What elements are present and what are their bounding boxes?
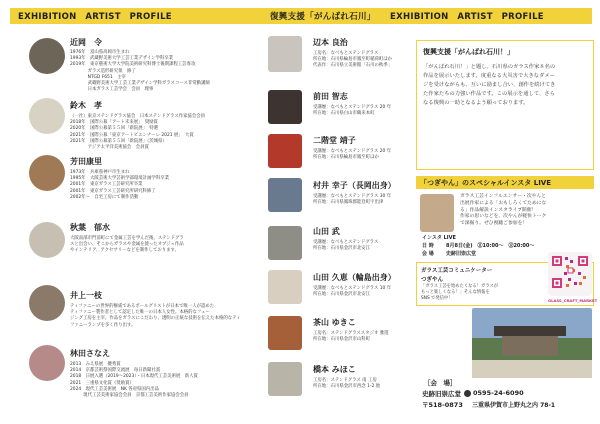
artist-bio: 工房名：なべもとステンドグラス 所在地：石川県輪島市鳳至町稲荷町ほか 代表作：石川県立美術館「石川の秋季」 — [313, 51, 393, 69]
venue-postal: 〒518-0873 — [422, 401, 463, 409]
artist-name: 茶山 ゆきこ — [313, 318, 356, 327]
right-header-bar — [262, 8, 592, 24]
artist-bio: ティファニーの世界的権威であるボールグリストが日本で唯一人が認めた ティファニー製作者として認定した唯一の日本人女性。本格的なフュー ジング工房を主宰。作品をガラスにこだわり、透明の正統な技術を伝えた本格的なティ ファニーランプを多く作り出す。 — [70, 304, 241, 328]
artist-photo — [29, 155, 65, 191]
artist-bio: 受講歴：なべもとステンドグラス 20 年 所在地：石川県白山市鶴来本町 — [313, 105, 392, 117]
venue-phone: 0595-24-6090 — [473, 389, 524, 397]
influencer-photo — [420, 194, 454, 232]
artist-name: 近岡 令 — [70, 38, 102, 47]
artist-name: 秋葉 郁水 — [70, 223, 110, 232]
venue-label: ［会 場］ — [424, 379, 457, 387]
support-box — [416, 40, 594, 170]
artist-name: 村井 幸子（長岡出身） — [313, 181, 396, 190]
artist-name: 橋本 みほこ — [313, 365, 356, 374]
artist-photo — [29, 285, 65, 321]
artwork-photo — [268, 36, 302, 72]
live-date-label: 日 時 — [422, 243, 434, 249]
artwork-photo — [268, 226, 302, 260]
artist-name: 鈴木 孝 — [70, 101, 102, 110]
artist-bio: 受講歴：なべもとステンドグラス 20 年 所在地：石川県輪島市鳳至町ほか — [313, 149, 392, 161]
qr-code-icon — [548, 252, 592, 296]
support-title: 復興支援「がんばれ石川！」 — [423, 48, 514, 56]
live-title-bar — [416, 176, 594, 189]
artist-bio: 1973年 兵庫県神戸市生まれ 1995年 大阪芸術大学芸術学部環境計画学科卒業 2001年 東京ガラス工芸研究所卒業 2001年 東京ガラス工芸研究所研究科修了 2002年～ 自宅工房にて制作活動 — [70, 170, 169, 200]
live-venue: 史跡旧崇広堂 — [446, 251, 477, 257]
venue-address: 三重県伊賀市上野丸之内 78-1 — [472, 402, 556, 409]
artist-bio: 受講歴：なべもとステンドグラス 所在地：石川県金沢市北安江 — [313, 240, 379, 252]
instagram-handle: GLASS_CRAFT_MARKET — [548, 298, 598, 303]
artist-bio: 大阪南部市門前町にて金属工芸を学んだ後、ステンドグラ スと出会い、そこからガラスや金属を使ったオブジェ作品 やインテリア、アクセサリーなどを制作しております。 — [70, 236, 184, 254]
live-title: 「つぎやん」のスペシャルインスタ LIVE — [420, 179, 552, 187]
artist-name: 山田 武 — [313, 227, 340, 236]
right-header-prefix: 復興支援「がんばれ石川」 — [270, 12, 376, 22]
right-header-title: EXHIBITION ARTIST PROFILE — [390, 12, 544, 22]
venue-name: 史跡旧崇広堂 — [422, 390, 461, 398]
artist-name: 二階堂 靖子 — [313, 136, 356, 145]
live-body: ガラス工芸インフルエンサー・次やんと 出展作家による「おもしろくてためにな る」作品解説インスタライブ開催！ 作家の思いなどを、次やんが軽快トーク で深掘り。ぜひ視聴ご参加を！ — [460, 194, 547, 227]
artist-photo — [29, 345, 65, 381]
artwork-photo — [268, 178, 302, 212]
communicator-body: 「ガラス工芸を始めたくなる！ガラスが もっと楽しくなる！」そんな情報を SNS で発信中！ — [421, 284, 499, 301]
left-header-title: EXHIBITION ARTIST PROFILE — [18, 12, 172, 22]
artist-name: 芳田康里 — [70, 157, 102, 166]
artist-bio: 工房名：ステンドグラス 南 工房 所在地：石川県金沢市西念 1-2 他 — [313, 378, 381, 390]
artist-name: 前田 智志 — [313, 92, 348, 101]
venue-photo — [472, 308, 592, 378]
artwork-photo — [268, 90, 302, 124]
left-header-bar — [10, 8, 280, 24]
artist-bio: 受講歴：なべもとステンドグラス 30 年 所在地：石川県鳳珠郡能登町宇出津 — [313, 194, 392, 206]
phone-icon — [464, 390, 471, 397]
communicator-title: ガラス工芸コミュニケーター — [421, 268, 493, 274]
artist-name: 山田 久恵（輪島出身） — [313, 273, 396, 282]
artist-photo — [29, 38, 65, 74]
live-date: 8月8日(金) ⑪10:00～ ⑫20:00～ — [446, 243, 535, 249]
venue-phone-row — [464, 389, 524, 397]
artist-bio: 2013 みえ県展 優秀賞 2014 京都芸術祭国際交流展 毎日新聞社賞 2018 日展入選（2019～2023）・日本現代工芸美術展 新人賞 2021 三重県文化賞（奨励賞） 2024 現代工芸美術展 NK 各府県国内出品 現代工芸美術家協会会員 京都工芸美術作家協会会員 — [70, 362, 198, 399]
artist-bio: 1976年 富山県高岡市生まれ 1993年 武蔵野美術大学工芸工業デザイン学科卒業 2019年 東京藝術大学大学院美術研究科博士後期課程工芸専攻 ガラス造形研究領 修了 NTGD F651 主宰 武蔵野美術大学工芸工業デザイン学科ガラスコース非常勤講師 日本ガラス工芸学会 会員 理事 — [70, 50, 210, 93]
communicator-name: つぎやん — [421, 277, 444, 283]
artist-photo — [29, 222, 65, 258]
artist-bio: 工房名：ステンドグラススタジオ 雅遊 所在地：石川県金沢市山科町 — [313, 331, 389, 343]
artwork-photo — [268, 134, 302, 168]
artwork-photo — [268, 362, 302, 396]
live-label: インスタ LIVE — [422, 235, 456, 241]
artist-name: 林田さなえ — [70, 349, 110, 358]
support-body: 「がんばれ石川！」と題し、石川県のガラス作家８名の 作品を展示いたします。度重なる大災害で大きなダメー ジを受けながらも、互いに励まし合い、創作を続けてき た作家たちの力強い作品です。この展示を通して、さら なる復興の一助となるよう願っております。 — [423, 64, 556, 106]
qr-code[interactable] — [548, 252, 592, 296]
artwork-photo — [268, 270, 302, 304]
artist-bio: （一社）東京ステンドグラス協会 日本ステンドグラス作家協会会員 2018年 国際公募「アート未来展」 奨励賞 2020年 国際公募第５５回「新院展」 特選 2021年 国際公募「東京アートビエンナーレ 2021 展」 大賞 2021年 国際公募第５５回「新院展」（茨城県） アジア太平洋美術協会 会員賞 — [70, 114, 206, 151]
artist-name: 辺本 良治 — [313, 38, 348, 47]
artist-name: 井上一枝 — [70, 291, 102, 300]
artist-photo — [29, 98, 65, 134]
live-venue-label: 会 場 — [422, 251, 434, 257]
artwork-photo — [268, 316, 302, 350]
artist-bio: 受講歴：なべもとステンドグラス 10 年 所在地：石川県金沢市北安江 — [313, 286, 392, 298]
